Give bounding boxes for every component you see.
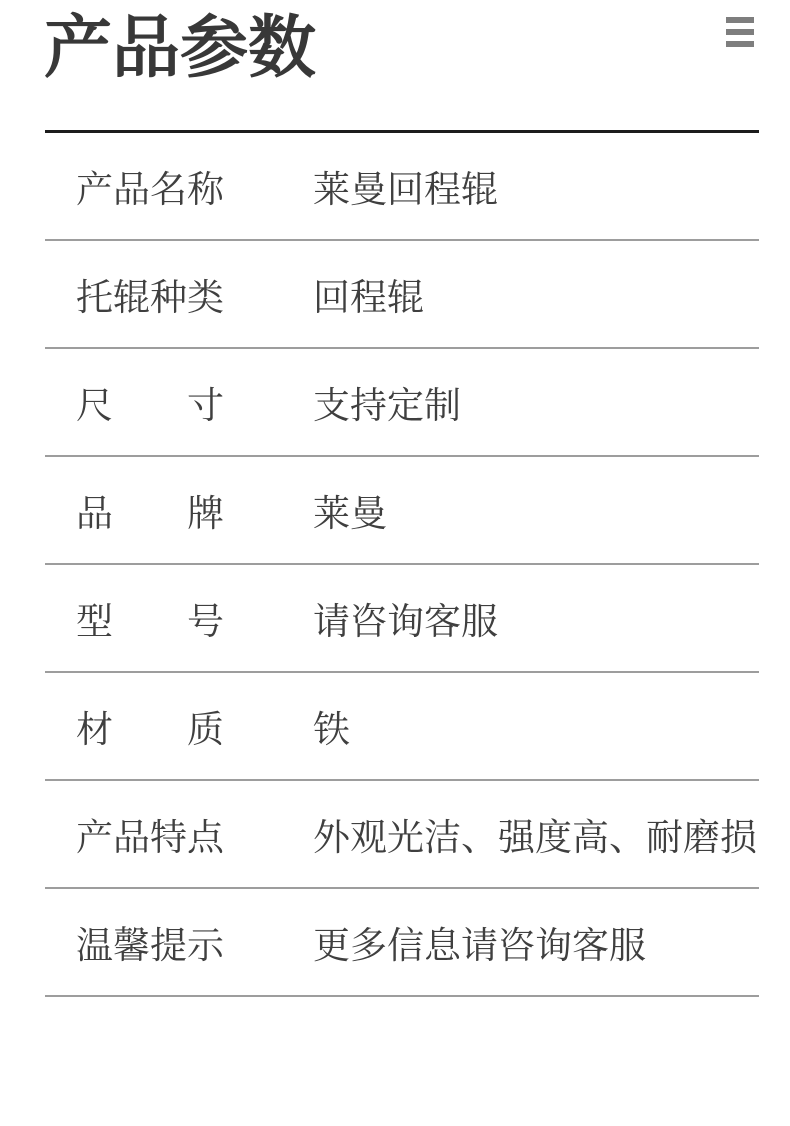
spec-label <box>76 807 224 861</box>
spec-label <box>76 375 224 429</box>
spec-label <box>76 483 224 537</box>
spec-label-char: 称 <box>187 169 224 210</box>
spec-label-char: 尺 <box>76 385 113 426</box>
menu-bar <box>726 29 754 35</box>
spec-value: 莱曼 <box>313 493 387 534</box>
spec-value: 支持定制 <box>313 385 461 426</box>
spec-label-char: 种 <box>150 277 187 318</box>
spec-row <box>45 457 759 565</box>
menu-bar <box>726 41 754 47</box>
spec-row <box>45 241 759 349</box>
spec-label <box>76 699 224 753</box>
spec-value: 铁 <box>313 709 350 750</box>
spec-row <box>45 889 759 997</box>
spec-label-char: 品 <box>113 169 150 210</box>
spec-label-char: 类 <box>187 277 224 318</box>
spec-value: 回程辊 <box>313 277 424 318</box>
spec-label-char: 品 <box>113 817 150 858</box>
spec-row <box>45 781 759 889</box>
spec-label-char: 牌 <box>187 493 224 534</box>
spec-label-char: 产 <box>76 169 113 210</box>
spec-value: 请咨询客服 <box>313 601 498 642</box>
spec-label-char: 点 <box>187 817 224 858</box>
spec-label-char: 示 <box>187 925 224 966</box>
spec-label-char: 寸 <box>187 385 224 426</box>
spec-value: 莱曼回程辊 <box>313 169 498 210</box>
spec-value: 外观光洁、强度高、耐磨损 <box>313 817 757 858</box>
spec-label-char: 提 <box>150 925 187 966</box>
spec-label-char: 名 <box>150 169 187 210</box>
menu-button[interactable] <box>726 17 754 47</box>
menu-bar <box>726 17 754 23</box>
spec-label-char: 号 <box>187 601 224 642</box>
spec-label-char: 特 <box>150 817 187 858</box>
spec-label <box>76 267 224 321</box>
page-title: 产品参数 <box>44 10 317 86</box>
spec-label <box>76 591 224 645</box>
spec-label-char: 产 <box>76 817 113 858</box>
spec-row <box>45 565 759 673</box>
spec-label-char: 托 <box>76 277 113 318</box>
spec-label-char: 质 <box>187 709 224 750</box>
spec-label-char: 辊 <box>113 277 150 318</box>
hamburger-menu-icon <box>726 17 754 47</box>
spec-label-char: 馨 <box>113 925 150 966</box>
spec-value: 更多信息请咨询客服 <box>313 925 646 966</box>
spec-label <box>76 915 224 969</box>
spec-table <box>45 130 759 997</box>
page-header <box>0 0 790 130</box>
spec-row <box>45 133 759 241</box>
spec-label-char: 温 <box>76 925 113 966</box>
spec-label-char: 型 <box>76 601 113 642</box>
spec-label <box>76 159 224 213</box>
spec-label-char: 品 <box>76 493 113 534</box>
spec-label-char: 材 <box>76 709 113 750</box>
spec-row <box>45 673 759 781</box>
spec-row <box>45 349 759 457</box>
